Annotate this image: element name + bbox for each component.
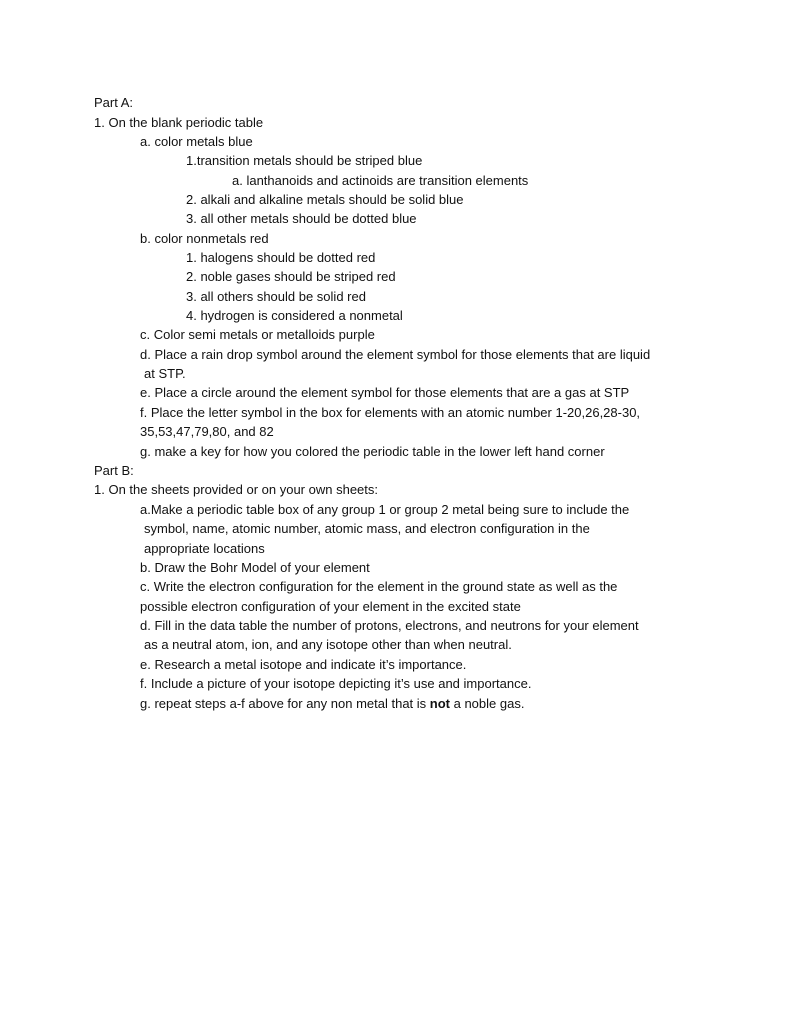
- part-a-item-1f-line-2: 35,53,47,79,80, and 82: [140, 424, 274, 439]
- part-a-item-1b-1: 1. halogens should be dotted red: [186, 250, 376, 265]
- part-a-item-1: 1. On the blank periodic table: [94, 115, 264, 130]
- part-b-heading: Part B:: [94, 463, 134, 478]
- part-a-item-1b-3: 3. all others should be solid red: [186, 289, 366, 304]
- part-a-item-1c: c. Color semi metals or metalloids purple: [140, 327, 375, 342]
- part-b-item-1d-line-1: d. Fill in the data table the number of protons, electrons, and neutrons for your element: [140, 618, 639, 633]
- part-a-item-1b: b. color nonmetals red: [140, 231, 269, 246]
- part-b-item-1b: b. Draw the Bohr Model of your element: [140, 560, 370, 575]
- part-b-item-1d-line-2: as a neutral atom, ion, and any isotope other than when neutral.: [144, 637, 512, 652]
- part-a-item-1a-1: 1.transition metals should be striped blue: [186, 153, 423, 168]
- part-a-item-1a-1a: a. lanthanoids and actinoids are transition elements: [232, 173, 529, 188]
- part-a-item-1e: e. Place a circle around the element symbol for those elements that are a gas at STP: [140, 385, 630, 400]
- part-b-item-1a-line-2: symbol, name, atomic number, atomic mass, and electron configuration in the: [144, 521, 590, 536]
- part-a-item-1b-2: 2. noble gases should be striped red: [186, 269, 396, 284]
- part-a-heading: Part A:: [94, 95, 134, 110]
- part-b-item-1a-line-1: a.Make a periodic table box of any group 1 or group 2 metal being sure to include the: [140, 502, 630, 517]
- part-b-item-1g-text-end: a noble gas.: [450, 696, 525, 711]
- part-b-item-1g: [140, 696, 524, 712]
- part-a-item-1f-line-1: f. Place the letter symbol in the box for elements with an atomic number 1-20,26,28-30,: [140, 405, 641, 420]
- part-a-item-1d-line-1: d. Place a rain drop symbol around the element symbol for those elements that are liquid: [140, 347, 651, 362]
- part-a-item-1a-3: 3. all other metals should be dotted blue: [186, 211, 417, 226]
- part-b-item-1e: e. Research a metal isotope and indicate it’s importance.: [140, 657, 467, 672]
- part-a-item-1g: g. make a key for how you colored the periodic table in the lower left hand corner: [140, 444, 605, 459]
- part-b-item-1c-line-1: c. Write the electron configuration for the element in the ground state as well as the: [140, 579, 618, 594]
- part-a-item-1b-4: 4. hydrogen is considered a nonmetal: [186, 308, 403, 323]
- part-b-item-1g-text-start: g. repeat steps a-f above for any non metal that is: [140, 696, 430, 711]
- part-b-item-1g-emphasis: not: [429, 696, 450, 711]
- part-a-item-1a: a. color metals blue: [140, 134, 253, 149]
- part-a-item-1a-2: 2. alkali and alkaline metals should be solid blue: [186, 192, 464, 207]
- part-a-item-1d-line-2: at STP.: [144, 366, 186, 381]
- part-b-item-1f: f. Include a picture of your isotope depicting it’s use and importance.: [140, 676, 532, 691]
- part-b-item-1a-line-3: appropriate locations: [144, 541, 265, 556]
- part-b-item-1c-line-2: possible electron configuration of your element in the excited state: [140, 599, 521, 614]
- part-b-item-1: 1. On the sheets provided or on your own sheets:: [94, 482, 379, 497]
